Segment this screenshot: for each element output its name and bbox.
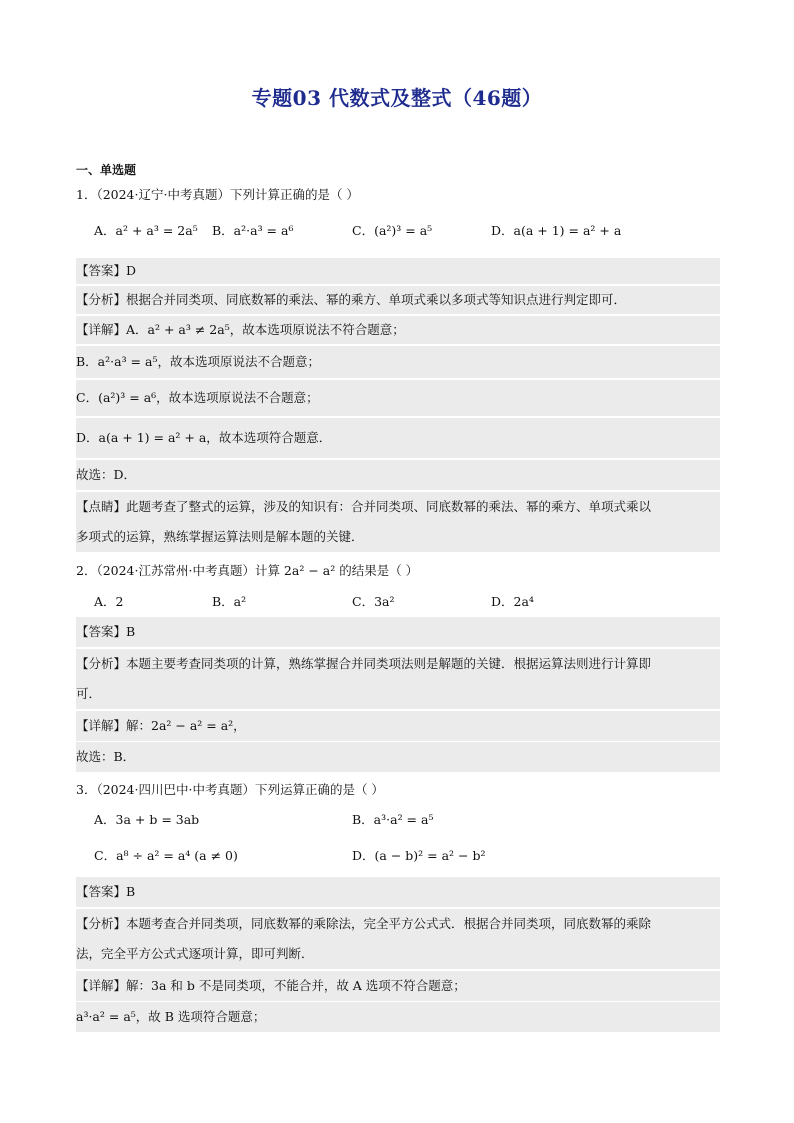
q3-option-a: A．3a + b = 3ab [94, 812, 200, 827]
q3-answer: 【答案】B [76, 877, 720, 907]
q2-conclusion: 故选：B． [76, 742, 720, 772]
q3-analysis-line: 法，完全平方公式式逐项计算，即可判断． [76, 939, 720, 969]
q1-answer: 【答案】D [76, 258, 720, 284]
q1-detail-line: 【详解】A．a² + a³ ≠ 2a⁵，故本选项原说法不符合题意； [76, 316, 720, 344]
q1-comment-line: 【点睛】此题考查了整式的运算，涉及的知识有：合并同类项、同底数幂的乘法、幂的乘方、单项式乘以 [76, 492, 720, 522]
q2-answer: 【答案】B [76, 617, 720, 647]
q3-option-d: D．(a − b)² = a² − b² [352, 848, 486, 863]
q1-comment-line: 多项式的运算，熟练掌握运算法则是解本题的关键． [76, 522, 720, 552]
q2-option-c: C．3a² [352, 594, 395, 609]
section-heading: 一、单选题 [76, 163, 137, 177]
q1-option-a: A．a² + a³ = 2a⁵ [94, 223, 198, 238]
q1-conclusion: 故选：D． [76, 460, 720, 490]
q2-option-b: B．a² [212, 594, 247, 609]
q1-analysis: 【分析】根据合并同类项、同底数幂的乘法、幂的乘方、单项式乘以多项式等知识点进行判定即可． [76, 286, 720, 314]
q1-detail-line: C．(a²)³ = a⁶，故本选项原说法不合题意； [76, 380, 720, 416]
q2-analysis-line: 【分析】本题主要考查同类项的计算，熟练掌握合并同类项法则是解题的关键．根据运算法则进行计算即 [76, 649, 720, 679]
q3-detail-line: 【详解】解：3a 和 b 不是同类项，不能合并，故 A 选项不符合题意； [76, 971, 720, 1001]
q1-option-b: B．a²·a³ = a⁶ [212, 223, 294, 238]
q3-option-c: C．a⁸ ÷ a² = a⁴ (a ≠ 0) [94, 848, 238, 863]
q2-detail-line: 【详解】解：2a² − a² = a²， [76, 711, 720, 741]
question-3-stem: 3．（2024·四川巴中·中考真题）下列运算正确的是（ ） [76, 782, 384, 797]
q3-analysis-line: 【分析】本题考查合并同类项，同底数幂的乘除法，完全平方公式式．根据合并同类项，同底数幂的乘除 [76, 909, 720, 939]
q1-detail-line: B．a²·a³ = a⁵，故本选项原说法不合题意； [76, 346, 720, 378]
q2-option-a: A．2 [94, 594, 124, 609]
q1-option-d: D．a(a + 1) = a² + a [491, 223, 622, 238]
q3-option-b: B．a³·a² = a⁵ [352, 812, 434, 827]
q1-option-c: C．(a²)³ = a⁵ [352, 223, 433, 238]
q1-detail-line: D．a(a + 1) = a² + a，故本选项符合题意． [76, 418, 720, 458]
page-title: 专题03 代数式及整式（46题） [251, 86, 543, 110]
q3-detail-line: a³·a² = a⁵，故 B 选项符合题意； [76, 1002, 720, 1032]
question-2-stem: 2．（2024·江苏常州·中考真题）计算 2a² − a² 的结果是（ ） [76, 563, 419, 578]
q2-analysis-line: 可． [76, 679, 720, 709]
q2-option-d: D．2a⁴ [491, 594, 534, 609]
question-1-stem: 1．（2024·辽宁·中考真题）下列计算正确的是（ ） [76, 187, 359, 202]
